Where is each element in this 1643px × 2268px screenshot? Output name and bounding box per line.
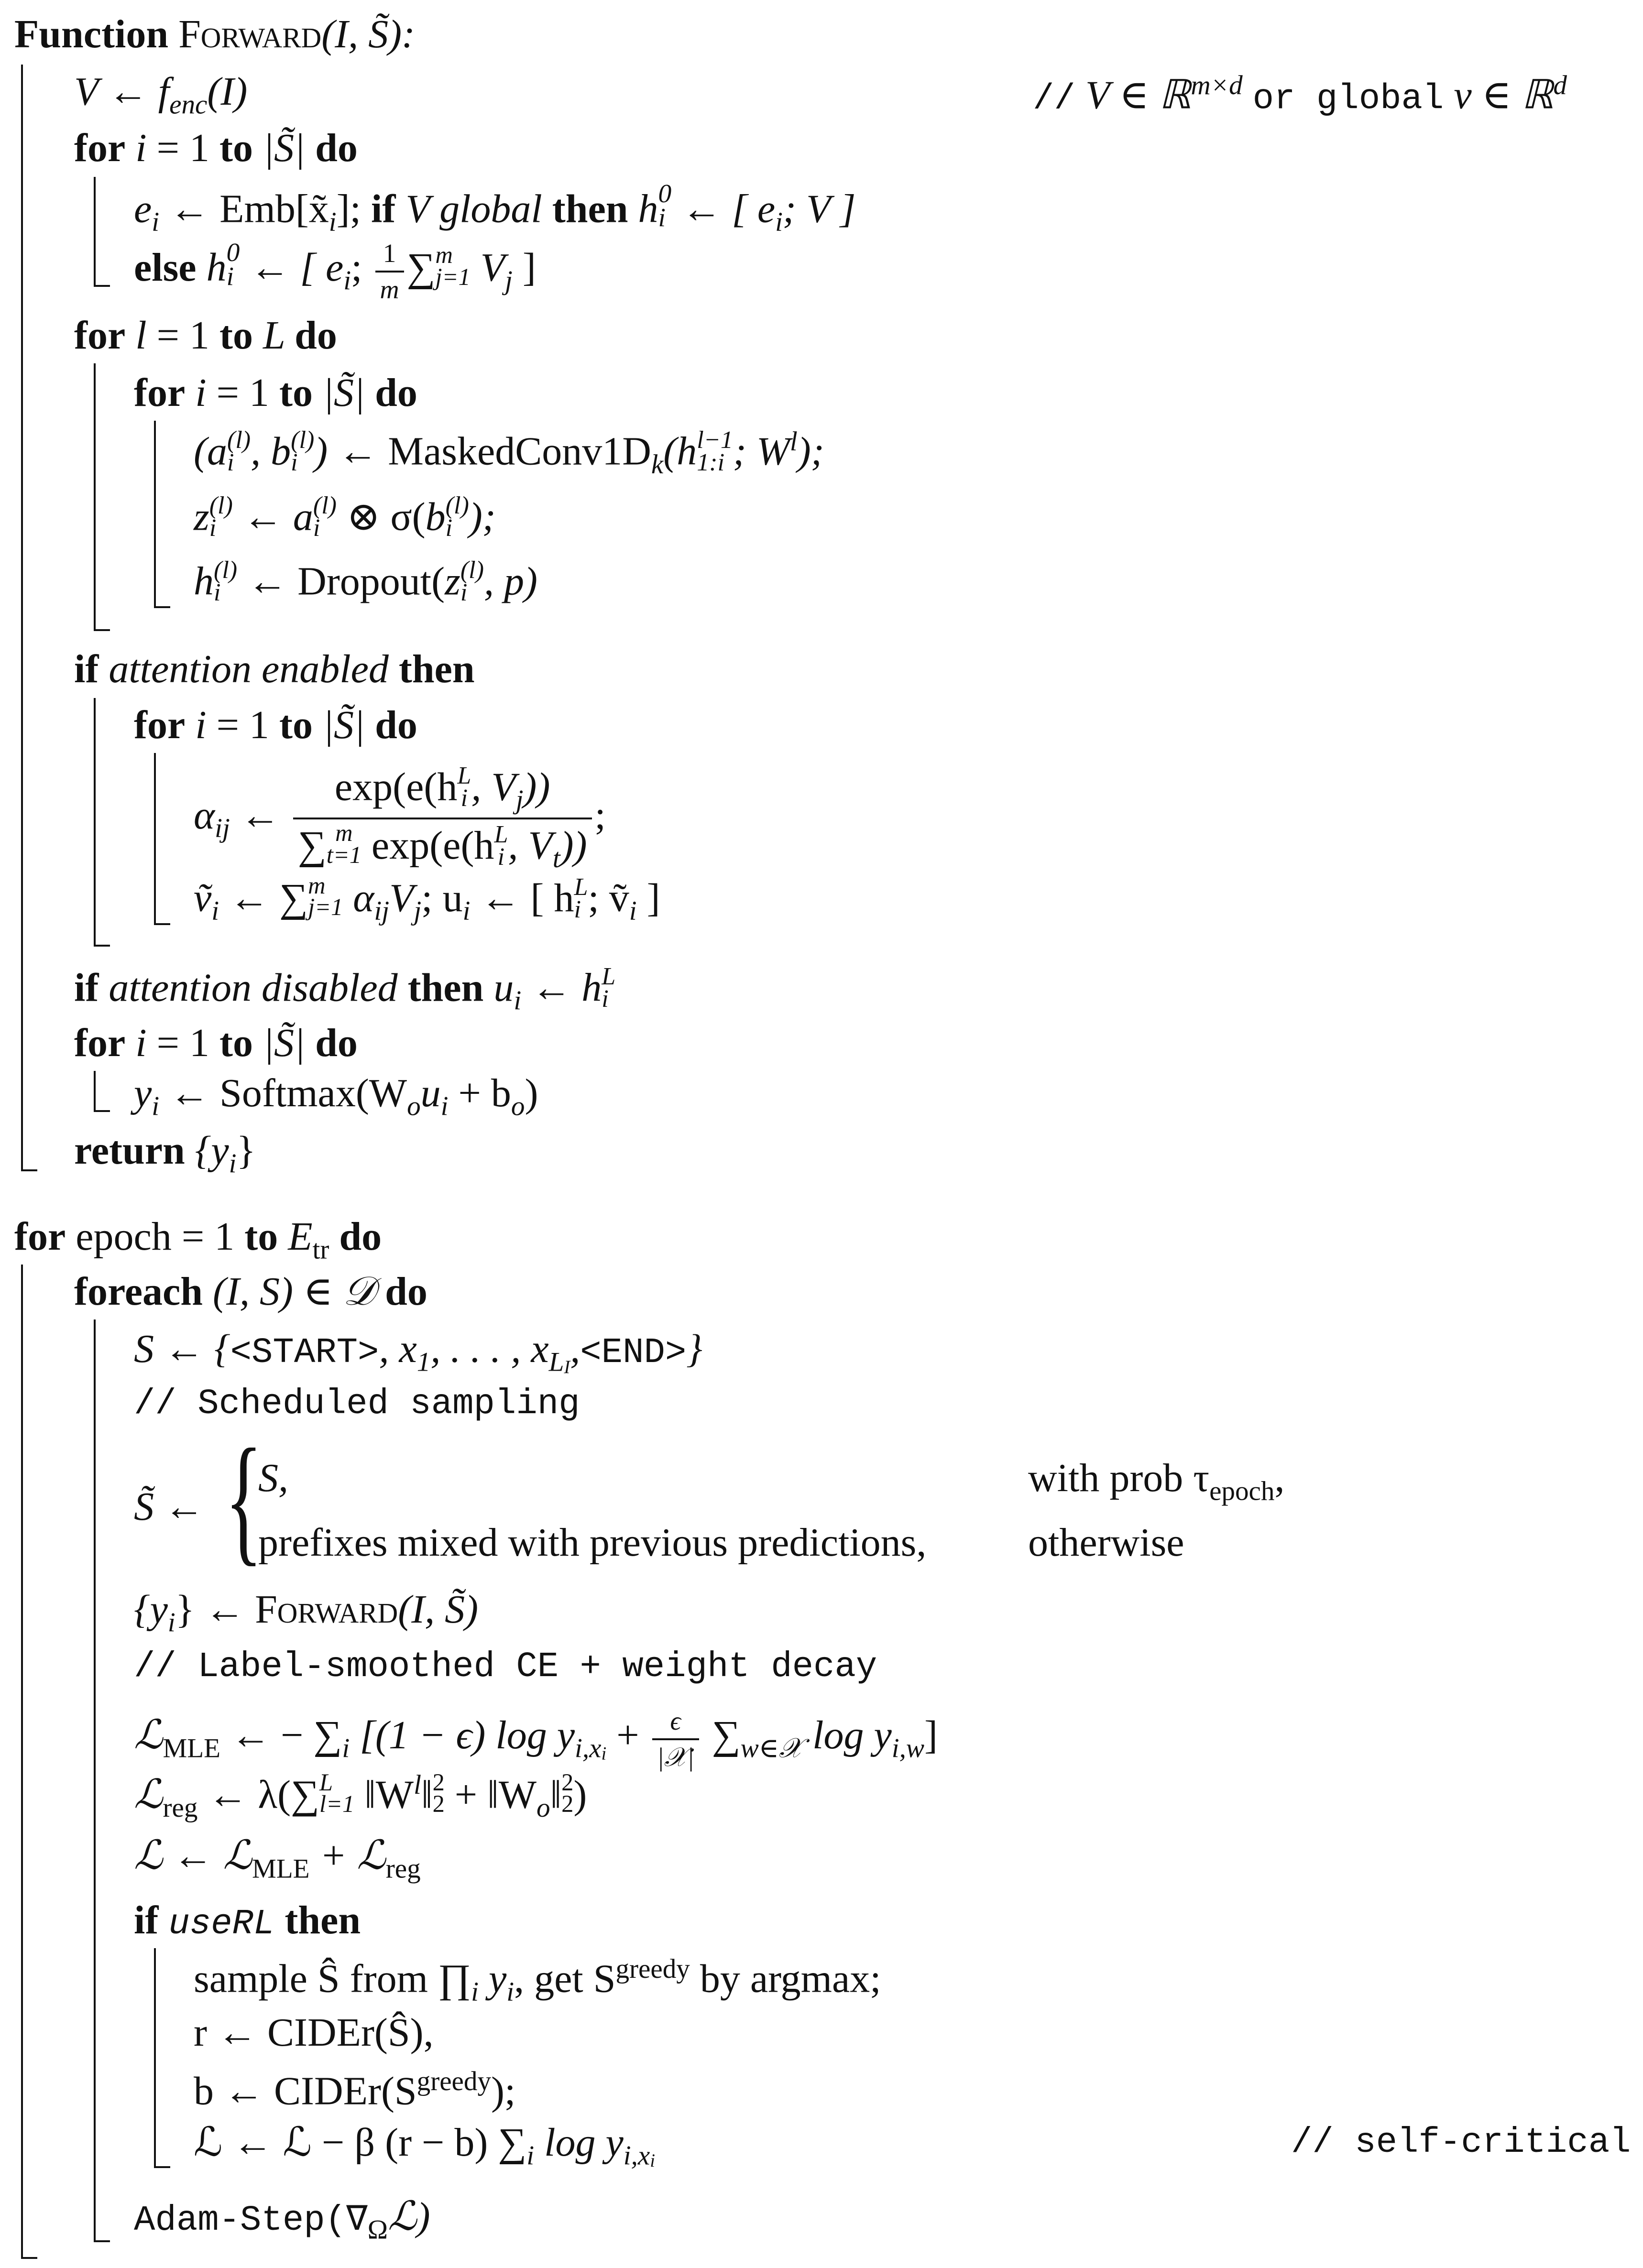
s-mid-sub: 1 [416,1347,431,1377]
rl-log: log y [534,2120,624,2165]
gate-op: ⊗ σ( [347,494,426,539]
if-cond: attention disabled [109,965,398,1010]
if-attn-block-end [94,945,110,947]
case1-end: , [1274,1456,1285,1500]
reg-lhs: ℒ [134,1772,163,1817]
for-i-line-4 [74,1023,358,1063]
else-tail-sub: j [504,265,513,296]
reg-norm-sup2: 2 [432,1768,445,1796]
mle-sum-sub: w∈𝒳 [740,1733,803,1764]
total-lhs: ℒ ← ℒ [134,1833,252,1878]
emb-text: ← Emb[x̃ [159,186,329,231]
den-sum-sub: t=1 [326,841,361,868]
context-rhs: ← ∑ [219,875,308,920]
frac-num: 1 [375,239,404,273]
to-keyword: to [244,1214,278,1259]
emb-close: ]; [336,186,371,231]
context-v-sub: j [414,896,422,927]
for-bound: |S̃| [252,126,316,170]
for-i-block-end [94,285,110,287]
mle-y-sub: i,x [574,1733,602,1764]
mle-close: ] [924,1713,938,1758]
conv-line-1: (a (l) i , b (l) i ) ← $MaskedConv1D_k(h$ l−1 1:i ; $W^l$); [194,426,824,480]
u-rhs-sub: i [574,895,581,923]
softmax-block-end [94,1110,110,1112]
to-keyword: to [219,313,253,358]
rl-baseline-close: ); [491,2069,516,2114]
h-var: h [628,186,658,231]
rl-line-2: r ← CIDEr(Ŝ), [194,2010,434,2055]
then-keyword: then [398,647,475,691]
piecewise-case-2: prefixes mixed with previous predictions, [258,1520,927,1565]
alpha-denominator: ∑ m t=1 exp(e(h L i , $V_t$)) [297,819,587,874]
for-i-line-1 [74,128,358,168]
else-fraction [375,239,404,304]
to-keyword: to [219,126,253,170]
if-cond: attention enabled [109,647,389,691]
if-keyword: if [371,186,396,231]
epoch-var: epoch [76,1214,172,1259]
return-keyword: return [74,1128,185,1173]
if-noattn-line [74,963,616,1016]
softmax-rhs: ← Softmax(W [159,1071,407,1115]
else-rhs-sub: i [343,265,351,296]
forward-args: (I, S̃) [398,1587,479,1632]
do-keyword: do [315,126,358,170]
self-critical-comment: // self-critical [1291,2123,1631,2163]
total-sub2: reg [385,1854,421,1884]
for-l-block-end [94,629,110,631]
start-token: <START> [230,1333,379,1373]
for-i-line-2 [134,373,417,413]
foreach-keyword: foreach [74,1269,203,1314]
rl-loss: ℒ ← ℒ − β (r − b) ∑ [194,2120,527,2165]
context-sum-sub: j=1 [308,894,343,921]
for-keyword: for [74,1021,126,1065]
emb-line [134,179,856,237]
case1-sub: epoch [1209,1476,1275,1506]
emb-e: e [134,186,152,231]
mle-rhs: ← − ∑ [220,1713,342,1758]
masked-conv-label: MaskedConv1D [388,429,651,474]
for-eq: = 1 [146,126,219,170]
function-args: (I, S̃): [321,12,416,56]
rl-get: , get S [514,1956,616,2001]
forward-lhs: {y [134,1587,168,1632]
rl-prod-sub: i [471,1976,479,2007]
emb-x-sub: i [329,207,337,237]
rl-log-sub: i,x [623,2140,650,2171]
encoder-comment [1033,70,1567,120]
adam-tail: ℒ) [388,2194,430,2239]
comment-scheduled: // Scheduled sampling [134,1384,580,1424]
mle-frac-den: |𝒳| [657,1742,694,1772]
do-keyword: do [375,371,417,415]
reg-w-sub: o [537,1792,550,1823]
for-eq: = 1 [206,371,279,415]
do-keyword: do [375,703,417,747]
total-plus: + ℒ [309,1833,386,1878]
else-rhs: ← [ e [240,245,344,290]
return-val: {y [195,1128,229,1173]
emb-rhs: ← [ e [671,186,776,231]
alpha-sub: ij [215,813,230,844]
den-exp: exp(e(h [361,823,494,868]
do-keyword: do [385,1269,427,1314]
u-part: ; u [421,875,463,920]
else-h-sub: i [226,261,234,291]
for-l-line [74,313,337,358]
mle-rhs-sub: i [342,1733,350,1764]
reg-norm-end2: ‖ [550,1772,562,1817]
emb-rhs-end: ; V ] [783,186,856,231]
forward-lhs-sub: i [167,1607,175,1638]
reg-norm-sup: l [414,1770,421,1800]
h-scripts [658,179,672,232]
adam-step-line [134,2194,430,2245]
function-name: Forward [178,12,322,56]
context-line [194,872,660,927]
u-var: u [420,1071,441,1115]
inner-for-i-block-end [154,606,170,608]
adam-step: Adam-Step(∇ [134,2201,368,2241]
mle-lhs: ℒ [134,1713,163,1758]
alpha-line [194,762,606,874]
else-h-scripts [226,237,240,291]
comment-a: V ∈ ℝ [1085,73,1191,118]
for-bound: |S̃| [312,371,375,415]
for-eq: = 1 [171,1214,245,1259]
softmax-line [134,1073,538,1120]
if-keyword: if [134,1898,159,1942]
then-keyword: then [407,965,484,1010]
alpha-numerator: exp(e(h L i , $V_j$)) [293,765,592,819]
total-sub1: MLE [252,1854,310,1884]
reg-end-sub: 2 [561,1790,574,1818]
x-sub2: I [564,1357,570,1378]
for-var: i [135,1021,147,1065]
u-sub: i [462,896,471,927]
for-eq: = 1 [146,1021,219,1065]
s-close: } [686,1327,702,1371]
mle-bracket: [(1 − ϵ) log y [350,1713,575,1758]
rl-line-3 [194,2068,515,2112]
comment-prefix: // [1033,79,1075,120]
b-sub: o [511,1091,525,1122]
s-dots: , . . . , x [430,1327,549,1371]
mle-line [134,1707,938,1772]
rl-loss-sub: i [526,2140,535,2171]
rl-y: y [478,1956,507,2001]
h-sub: i [658,202,666,232]
mle-log: log y [802,1713,892,1758]
epoch-block-end [21,2257,37,2259]
context-alpha: α [343,875,374,920]
to-keyword: to [279,371,313,415]
u-end-sub: i [629,896,637,927]
to-keyword: to [219,1021,253,1065]
u-close: ] [636,875,660,920]
comment-label-smoothed: // Label-smoothed CE + weight decay [134,1647,877,1687]
rl-greedy-sup: greedy [615,1954,690,1984]
reg-line [134,1768,587,1823]
total-loss-line [134,1833,421,1884]
for-epoch-line [14,1214,382,1265]
return-line [74,1128,256,1179]
softmax-close: ) [525,1071,538,1115]
reg-end-sup: 2 [561,1768,574,1796]
else-line [134,239,536,304]
if-attn-block-bar [94,698,96,947]
for-i-line-3 [134,705,417,745]
for-keyword: for [134,703,186,747]
attn-for-block-bar [154,753,156,925]
foreach-line [74,1269,427,1314]
piecewise-cond-2: otherwise [1028,1520,1184,1565]
y-sub: i [152,1091,160,1122]
to-keyword: to [279,703,313,747]
mle-fraction [652,1707,699,1772]
epoch-bound-sub: tr [312,1234,329,1265]
masked-conv-sub: k [651,449,664,480]
foreach-block-bar [94,1319,96,2242]
piecewise-cond-1 [1028,1458,1284,1505]
rl-block-bar [154,1948,156,2168]
u-rhs-sup: L [574,873,588,901]
y-var: y [134,1071,152,1115]
dropout-p: , p) [483,559,537,604]
else-keyword: else [134,245,197,290]
comment-a-sup: m×d [1191,70,1243,100]
else-h-sup: 0 [226,237,240,267]
alpha-symbol: α [194,793,215,838]
function-header [14,14,415,55]
reg-norm: ‖W [354,1772,414,1817]
if-userl-line [134,1900,361,1942]
for-keyword: for [74,313,126,358]
for-var: l [135,313,147,358]
w-sub: o [407,1091,421,1122]
s-lhs: S ← { [134,1327,230,1371]
for-eq: = 1 [146,313,219,358]
end-token: <END> [580,1333,687,1373]
case1-cond: with prob τ [1028,1456,1210,1500]
else-sum-sup: m [435,241,453,269]
for-i-block-bar [94,177,96,287]
comment-b-sup: d [1553,70,1567,100]
mle-frac-num: ϵ [652,1707,699,1740]
for-bound: |S̃| [252,1021,316,1065]
conv-line-2: z (l) i ← a (l) i ⊗ σ(b (l) i ); [194,492,496,542]
for-var: i [135,126,147,170]
frac-den: m [380,274,399,304]
else-sep: ; [351,245,362,290]
adam-sub: Ω [367,2214,388,2245]
epoch-block-bar [21,1265,23,2259]
u-var-sub: i [514,985,522,1016]
for-bound: L [252,313,295,358]
if-cond: V global [395,186,552,231]
for-keyword: for [14,1214,66,1259]
emb-rhs-sub: i [775,207,783,237]
rl-baseline: b ← CIDEr(S [194,2069,417,2114]
encoder-sub: enc [169,89,208,120]
noattn-h-sup: L [602,963,616,990]
x-sub: L [548,1347,564,1377]
softmax-block-bar [94,1071,96,1112]
foreach-block-end [94,2240,110,2242]
forward-call-line [134,1587,479,1638]
alpha-fraction [293,762,592,874]
do-keyword: do [339,1214,382,1259]
for-var: i [195,703,207,747]
alpha-arrow: ← [240,793,280,838]
encoder-assign: V ← f [74,69,170,114]
encoder-arg: (I) [207,69,248,114]
noattn-arrow: ← h [521,965,602,1010]
mle-y-sub2: i [601,1744,607,1764]
piecewise-case-1 [258,1458,288,1498]
rl-baseline-sup: greedy [416,2066,492,2096]
u-end: ; ṽ [588,875,629,920]
reg-sum-sub: l=1 [319,1790,355,1818]
den-sum: ∑ [297,823,327,868]
else-close: ] [512,245,536,290]
for-keyword: for [134,371,186,415]
den-sum-sup: m [335,819,353,847]
do-keyword: do [315,1021,358,1065]
function-block-bar [21,65,23,1171]
if-keyword: if [74,647,99,691]
plus-b: + b [448,1071,511,1115]
context-alpha-sub: ij [374,896,390,927]
epoch-bound: E [278,1214,313,1259]
mle-lhs-sub: MLE [163,1733,221,1764]
reg-norm-end: ‖ [421,1772,433,1817]
case1-value: S, [258,1456,288,1500]
forward-name: Forward [255,1587,398,1632]
forward-mid: } ← [175,1587,255,1632]
u-sub: i [440,1091,449,1122]
comment-or: or global [1252,79,1444,120]
rl-block-end [154,2166,170,2168]
mle-plus: + [606,1713,649,1758]
else-h: h [196,245,227,290]
mle-log-sub: i,w [891,1733,924,1764]
rl-y-sub: i [506,1976,515,2007]
rl-argmax: by argmax; [690,1956,881,2001]
emb-e-sub: i [152,207,160,237]
context-v: V [389,875,414,920]
for-l-block-bar [94,363,96,631]
piecewise-lhs: S̃ ← [134,1484,204,1529]
reg-close: ) [573,1772,587,1817]
reg-sum-sup: L [319,1768,333,1796]
context-sum-sup: m [308,872,326,899]
userl-cond: useRL [168,1904,275,1944]
for-eq: = 1 [206,703,279,747]
reg-plus: + ‖W [444,1772,537,1817]
do-keyword: do [295,313,337,358]
for-bound: |S̃| [312,703,375,747]
noattn-h-sub: i [602,985,609,1013]
reg-lhs-sub: reg [163,1792,198,1823]
dropout-label: Dropout( [297,559,445,604]
conv-line-3: h (l) i ← Dropout(z (l) i , p) [194,556,537,606]
rl-line-1 [194,1955,881,2006]
else-sum-sub: j=1 [435,263,471,290]
return-close: } [236,1128,256,1173]
for-var: i [195,371,207,415]
foreach-expr: (I, S) ∈ 𝒟 [203,1269,385,1314]
encoder-line [74,69,248,120]
then-keyword: then [552,186,628,231]
reg-rhs: ← λ(∑ [197,1772,320,1817]
inner-for-i-block-bar [154,421,156,608]
rl-log-sub2: i [650,2151,656,2171]
reg-norm-sub2: 2 [432,1790,445,1818]
s-mid: , x [379,1327,417,1371]
function-keyword: Function [14,12,169,56]
else-tail: V [470,245,505,290]
s-line [134,1329,702,1377]
rl-sample: sample Ŝ from ∏ [194,1956,471,2001]
numerator-exp: exp(e(h [334,764,458,809]
function-block-end [21,1169,37,1171]
attn-for-block-end [154,923,170,925]
u-var: u [493,965,514,1010]
if-attention-line [74,649,475,689]
then-keyword: then [285,1898,361,1942]
mle-sum: ∑ [701,1713,741,1758]
vtilde-sub: i [211,896,219,927]
if-keyword: if [74,965,99,1010]
for-keyword: for [74,126,126,170]
h-sup: 0 [658,179,672,208]
u-rhs: ← [ h [470,875,574,920]
piecewise-brace: { [225,1419,263,1578]
alpha-end: ; [594,793,606,838]
return-val-sub: i [229,1148,237,1179]
else-sum: ∑ [406,245,436,290]
else-sum-scripts [435,241,471,290]
vtilde: ṽ [194,875,212,920]
s-comma: , [570,1327,581,1371]
rl-line-4 [194,2120,656,2171]
comment-b: v ∈ ℝ [1454,73,1554,118]
